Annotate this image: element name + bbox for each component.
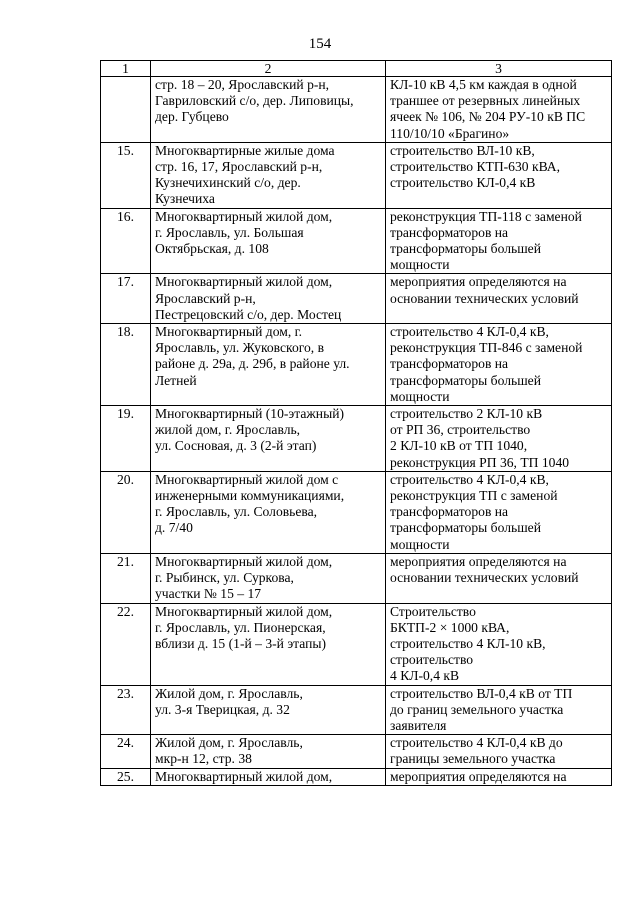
- measure-line: от РП 36, строительство: [390, 422, 531, 438]
- measures-cell: [386, 471, 612, 553]
- object-line: Гавриловский с/о, дер. Липовицы,: [155, 93, 354, 109]
- page-number: 154: [308, 36, 332, 52]
- row-number: 23.: [101, 685, 151, 735]
- measures-cell: [386, 406, 612, 472]
- table-row: [101, 553, 612, 603]
- measures-cell: [386, 553, 612, 603]
- object-line: районе д. 29а, д. 29б, в районе ул.: [155, 356, 350, 372]
- object-line: Пестрецовский с/о, дер. Мостец: [155, 306, 342, 322]
- measure-line: мероприятия определяются на: [390, 274, 567, 290]
- object-line: Многоквартирный дом, г.: [155, 324, 303, 340]
- table-row: [101, 768, 612, 785]
- row-number: 17.: [101, 274, 151, 324]
- measure-line: траншее от резервных линейных: [390, 93, 581, 109]
- measure-line: строительство 4 КЛ-10 кВ,: [390, 635, 546, 651]
- measure-line: мощности: [390, 388, 450, 404]
- measure-line: реконструкция ТП-118 с заменой: [390, 208, 582, 224]
- object-line: ул. 3-я Тверицкая, д. 32: [155, 701, 290, 717]
- measure-line: строительство: [390, 652, 474, 668]
- object-line: инженерными коммуникациями,: [155, 488, 345, 504]
- object-line: Многоквартирный жилой дом,: [155, 603, 333, 619]
- table-row: [101, 406, 612, 472]
- object-description-cell: [151, 553, 386, 603]
- measures-cell: [386, 274, 612, 324]
- table-header-row: [101, 61, 612, 77]
- object-line: Многоквартирный жилой дом,: [155, 553, 333, 569]
- object-line: вблизи д. 15 (1-й – 3-й этапы): [155, 635, 327, 651]
- measures-cell: [386, 208, 612, 274]
- object-line: Летней: [155, 372, 197, 388]
- row-number: 15.: [101, 142, 151, 208]
- table-row: [101, 685, 612, 735]
- object-line: г. Ярославль, ул. Большая: [155, 224, 304, 240]
- object-description-cell: [151, 735, 386, 768]
- row-number: 24.: [101, 735, 151, 768]
- measure-line: основании технических условий: [390, 570, 579, 586]
- measure-line: Строительство: [390, 603, 476, 619]
- column-header-measures: 3: [386, 61, 612, 77]
- object-description-cell: [151, 471, 386, 553]
- object-description-cell: [151, 77, 386, 143]
- measure-line: реконструкция ТП-846 с заменой: [390, 340, 583, 356]
- object-line: Жилой дом, г. Ярославль,: [155, 685, 303, 701]
- row-number: 21.: [101, 553, 151, 603]
- object-line: дер. Губцево: [155, 109, 229, 125]
- table-row: [101, 77, 612, 143]
- measures-cell: [386, 735, 612, 768]
- object-line: стр. 18 – 20, Ярославский р-н,: [155, 77, 330, 92]
- measure-line: 110/10/10 «Брагино»: [390, 125, 510, 141]
- row-number: [101, 77, 151, 143]
- measures-cell: [386, 142, 612, 208]
- table-row: [101, 274, 612, 324]
- object-line: г. Ярославль, ул. Пионерская,: [155, 619, 326, 635]
- measure-line: строительство 4 КЛ-0,4 кВ,: [390, 324, 549, 340]
- table-row: [101, 735, 612, 768]
- measure-line: до границ земельного участка: [390, 701, 564, 717]
- table-row: [101, 142, 612, 208]
- measure-line: мощности: [390, 536, 450, 552]
- object-line: Многоквартирный жилой дом с: [155, 471, 339, 487]
- table-row: [101, 603, 612, 685]
- object-description-cell: [151, 406, 386, 472]
- object-line: стр. 16, 17, Ярославский р-н,: [155, 159, 323, 175]
- measure-line: реконструкция ТП с заменой: [390, 488, 558, 504]
- object-line: жилой дом, г. Ярославль,: [155, 422, 301, 438]
- row-number: 22.: [101, 603, 151, 685]
- object-description-cell: [151, 208, 386, 274]
- object-line: Октябрьская, д. 108: [155, 241, 269, 257]
- measure-line: ячеек № 106, № 204 РУ-10 кВ ПС: [390, 109, 586, 125]
- measure-line: основании технических условий: [390, 290, 579, 306]
- object-line: Кузнечихинский с/о, дер.: [155, 175, 301, 191]
- measure-line: строительство 4 КЛ-0,4 кВ,: [390, 471, 549, 487]
- measures-cell: [386, 603, 612, 685]
- measures-cell: [386, 77, 612, 143]
- row-number: 20.: [101, 471, 151, 553]
- measure-line: мощности: [390, 257, 450, 273]
- object-line: г. Рыбинск, ул. Суркова,: [155, 570, 294, 586]
- object-line: мкр-н 12, стр. 38: [155, 751, 252, 767]
- measure-line: 4 КЛ-0,4 кВ: [390, 668, 460, 684]
- object-description-cell: [151, 768, 386, 785]
- measure-line: БКТП-2 × 1000 кВА,: [390, 619, 510, 635]
- measure-line: 2 КЛ-10 кВ от ТП 1040,: [390, 438, 528, 454]
- object-line: Многоквартирный жилой дом,: [155, 208, 333, 224]
- object-line: Кузнечиха: [155, 191, 215, 207]
- measure-line: трансформаторы большей: [390, 241, 541, 257]
- object-description-cell: [151, 685, 386, 735]
- table-row: [101, 324, 612, 406]
- objects-table: [100, 60, 612, 786]
- object-line: г. Ярославль, ул. Соловьева,: [155, 504, 318, 520]
- object-line: Ярославский р-н,: [155, 290, 256, 306]
- object-description-cell: [151, 603, 386, 685]
- measure-line: мероприятия определяются на: [390, 553, 567, 569]
- measures-cell: [386, 685, 612, 735]
- column-header-object: 2: [151, 61, 386, 77]
- measure-line: заявителя: [390, 717, 447, 733]
- object-description-cell: [151, 274, 386, 324]
- measure-line: строительство 4 КЛ-0,4 кВ до: [390, 735, 563, 751]
- measures-cell: [386, 324, 612, 406]
- object-line: д. 7/40: [155, 520, 193, 536]
- measure-line: мероприятия определяются на: [390, 768, 567, 784]
- measure-line: строительство 2 КЛ-10 кВ: [390, 406, 543, 422]
- object-line: Многоквартирный (10-этажный): [155, 406, 345, 422]
- measure-line: реконструкция РП 36, ТП 1040: [390, 454, 570, 470]
- measure-line: строительство КЛ-0,4 кВ: [390, 175, 536, 191]
- row-number: 19.: [101, 406, 151, 472]
- measure-line: границы земельного участка: [390, 751, 556, 767]
- object-line: Ярославль, ул. Жуковского, в: [155, 340, 325, 356]
- object-line: Многоквартирные жилые дома: [155, 142, 335, 158]
- row-number: 25.: [101, 768, 151, 785]
- object-line: ул. Сосновая, д. 3 (2-й этап): [155, 438, 317, 454]
- measure-line: трансформаторы большей: [390, 520, 541, 536]
- table-row: [101, 208, 612, 274]
- measure-line: строительство ВЛ-0,4 кВ от ТП: [390, 685, 573, 701]
- measure-line: строительство ВЛ-10 кВ,: [390, 142, 535, 158]
- measure-line: трансформаторы большей: [390, 372, 541, 388]
- measure-line: КЛ-10 кВ 4,5 км каждая в одной: [390, 77, 577, 92]
- measure-line: трансформаторов на: [390, 224, 509, 240]
- measures-cell: [386, 768, 612, 785]
- object-line: участки № 15 – 17: [155, 586, 262, 602]
- measure-line: строительство КТП-630 кВА,: [390, 159, 560, 175]
- row-number: 16.: [101, 208, 151, 274]
- row-number: 18.: [101, 324, 151, 406]
- column-header-number: 1: [101, 61, 151, 77]
- object-line: Жилой дом, г. Ярославль,: [155, 735, 303, 751]
- object-description-cell: [151, 142, 386, 208]
- object-line: Многоквартирный жилой дом,: [155, 274, 333, 290]
- measure-line: трансформаторов на: [390, 356, 509, 372]
- object-line: Многоквартирный жилой дом,: [155, 768, 333, 784]
- measure-line: трансформаторов на: [390, 504, 509, 520]
- table-row: [101, 471, 612, 553]
- object-description-cell: [151, 324, 386, 406]
